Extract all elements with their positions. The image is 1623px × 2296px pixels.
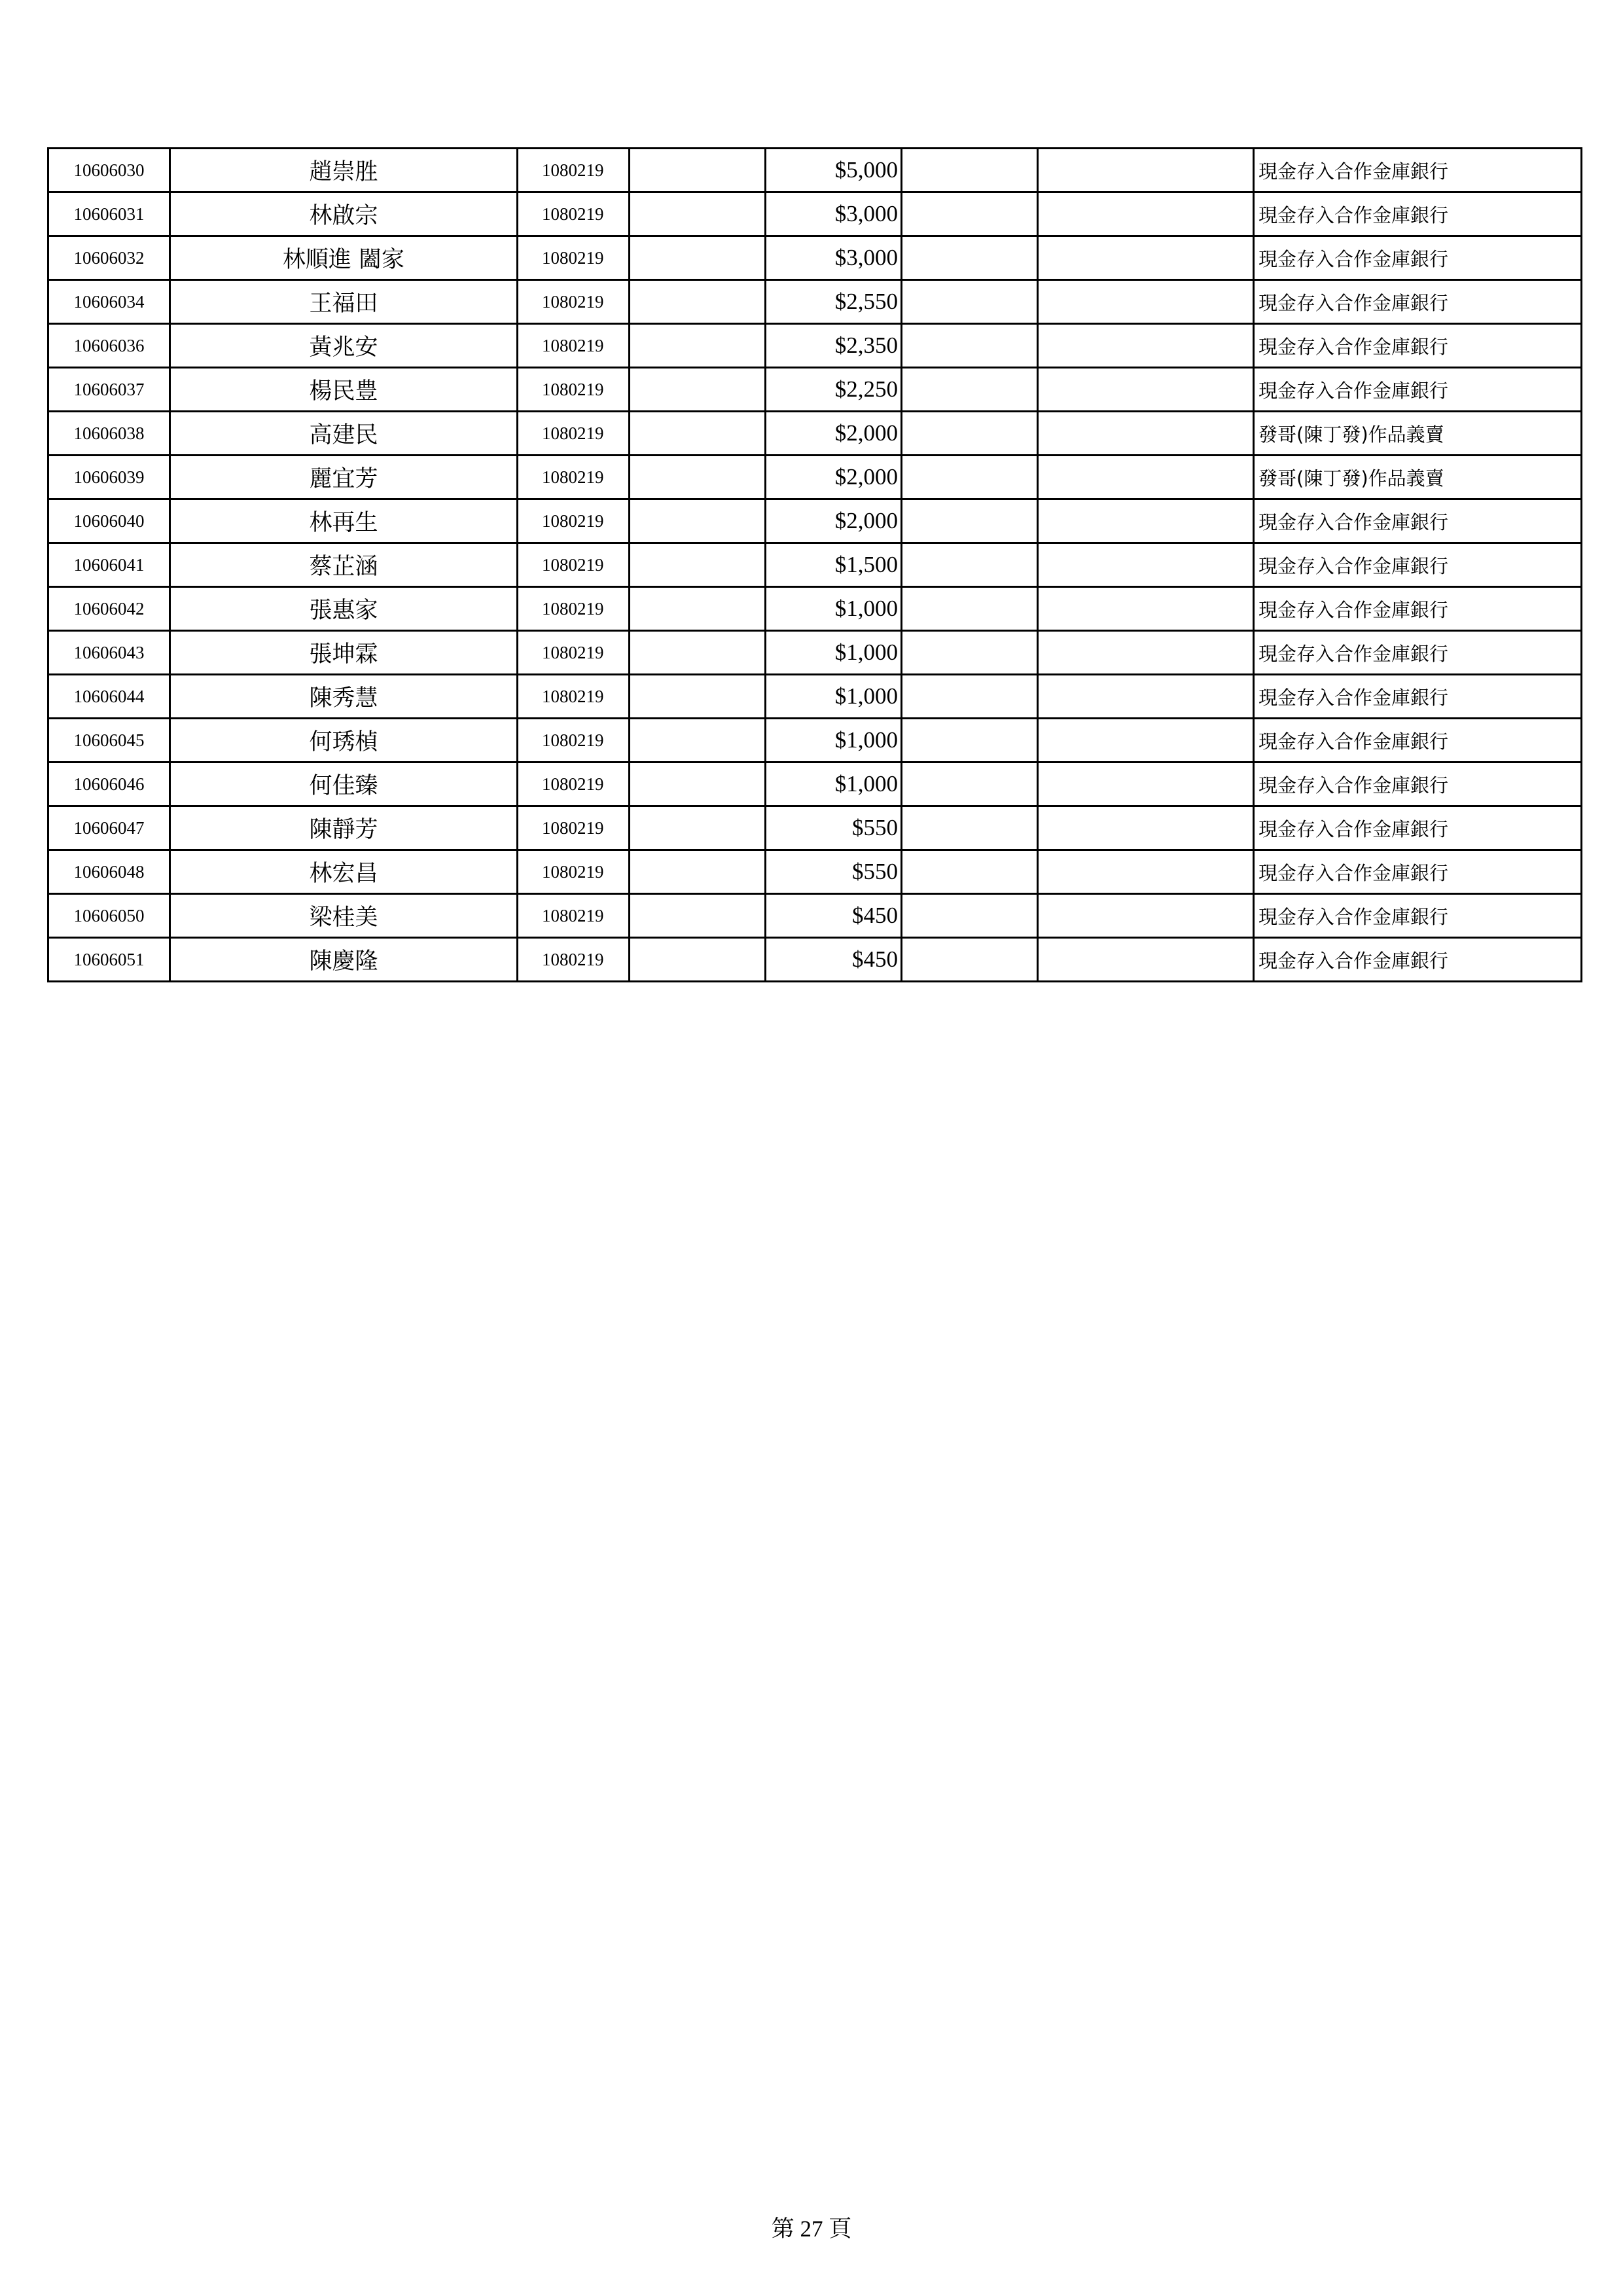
empty-cell: [1038, 850, 1254, 894]
donor-name-cell: 陳秀慧: [170, 675, 518, 719]
empty-cell: [902, 149, 1038, 192]
empty-cell: [902, 543, 1038, 587]
empty-cell: [1038, 543, 1254, 587]
empty-cell: [902, 631, 1038, 675]
donation-table-body: [48, 149, 1582, 982]
empty-cell: [1038, 456, 1254, 499]
amount-cell: $1,000: [766, 587, 902, 631]
receipt-id-cell: 10606039: [48, 456, 170, 499]
amount-cell: $2,250: [766, 368, 902, 412]
amount-cell: $5,000: [766, 149, 902, 192]
table-row: [48, 762, 1582, 806]
date-cell: 1080219: [518, 719, 630, 762]
table-row: [48, 806, 1582, 850]
donor-name-cell: 高建民: [170, 412, 518, 456]
amount-cell: $1,000: [766, 631, 902, 675]
table-row: [48, 412, 1582, 456]
date-cell: 1080219: [518, 587, 630, 631]
empty-cell: [902, 938, 1038, 982]
date-cell: 1080219: [518, 938, 630, 982]
note-cell: 現金存入合作金庫銀行: [1254, 938, 1582, 982]
table-row: [48, 719, 1582, 762]
donor-name-cell: 張坤霖: [170, 631, 518, 675]
empty-cell: [902, 587, 1038, 631]
date-cell: 1080219: [518, 324, 630, 368]
note-cell: 現金存入合作金庫銀行: [1254, 587, 1582, 631]
date-cell: 1080219: [518, 631, 630, 675]
note-cell: 現金存入合作金庫銀行: [1254, 806, 1582, 850]
empty-cell: [1038, 412, 1254, 456]
date-cell: 1080219: [518, 806, 630, 850]
empty-cell: [902, 762, 1038, 806]
empty-cell: [1038, 719, 1254, 762]
empty-cell: [1038, 675, 1254, 719]
amount-cell: $3,000: [766, 236, 902, 280]
empty-cell: [1038, 762, 1254, 806]
table-row: [48, 499, 1582, 543]
date-cell: 1080219: [518, 762, 630, 806]
date-cell: 1080219: [518, 236, 630, 280]
note-cell: 發哥(陳丁發)作品義賣: [1254, 456, 1582, 499]
empty-cell: [630, 719, 766, 762]
empty-cell: [1038, 324, 1254, 368]
note-cell: 現金存入合作金庫銀行: [1254, 280, 1582, 324]
table-row: [48, 894, 1582, 938]
table-row: [48, 587, 1582, 631]
receipt-id-cell: 10606043: [48, 631, 170, 675]
empty-cell: [902, 368, 1038, 412]
amount-cell: $1,000: [766, 675, 902, 719]
table-row: [48, 631, 1582, 675]
amount-cell: $450: [766, 938, 902, 982]
empty-cell: [902, 456, 1038, 499]
receipt-id-cell: 10606036: [48, 324, 170, 368]
empty-cell: [630, 675, 766, 719]
empty-cell: [1038, 236, 1254, 280]
table-row: [48, 192, 1582, 236]
empty-cell: [902, 806, 1038, 850]
donor-name-cell: 麗宜芳: [170, 456, 518, 499]
receipt-id-cell: 10606042: [48, 587, 170, 631]
empty-cell: [902, 719, 1038, 762]
receipt-id-cell: 10606050: [48, 894, 170, 938]
receipt-id-cell: 10606037: [48, 368, 170, 412]
note-cell: 現金存入合作金庫銀行: [1254, 236, 1582, 280]
receipt-id-cell: 10606047: [48, 806, 170, 850]
receipt-id-cell: 10606038: [48, 412, 170, 456]
table-row: [48, 280, 1582, 324]
empty-cell: [1038, 192, 1254, 236]
empty-cell: [1038, 149, 1254, 192]
receipt-id-cell: 10606040: [48, 499, 170, 543]
donation-table: [47, 147, 1582, 982]
note-cell: 現金存入合作金庫銀行: [1254, 894, 1582, 938]
note-cell: 現金存入合作金庫銀行: [1254, 149, 1582, 192]
date-cell: 1080219: [518, 192, 630, 236]
date-cell: 1080219: [518, 149, 630, 192]
empty-cell: [902, 236, 1038, 280]
table-row: [48, 675, 1582, 719]
date-cell: 1080219: [518, 894, 630, 938]
amount-cell: $2,000: [766, 412, 902, 456]
empty-cell: [1038, 938, 1254, 982]
date-cell: 1080219: [518, 368, 630, 412]
empty-cell: [902, 280, 1038, 324]
empty-cell: [902, 499, 1038, 543]
empty-cell: [630, 192, 766, 236]
empty-cell: [630, 762, 766, 806]
note-cell: 現金存入合作金庫銀行: [1254, 543, 1582, 587]
donor-name-cell: 蔡芷涵: [170, 543, 518, 587]
donor-name-cell: 林順進 闔家: [170, 236, 518, 280]
receipt-id-cell: 10606048: [48, 850, 170, 894]
empty-cell: [630, 368, 766, 412]
empty-cell: [902, 894, 1038, 938]
note-cell: 現金存入合作金庫銀行: [1254, 850, 1582, 894]
amount-cell: $1,000: [766, 762, 902, 806]
amount-cell: $550: [766, 850, 902, 894]
empty-cell: [630, 412, 766, 456]
date-cell: 1080219: [518, 280, 630, 324]
note-cell: 現金存入合作金庫銀行: [1254, 324, 1582, 368]
table-row: [48, 149, 1582, 192]
donor-name-cell: 林啟宗: [170, 192, 518, 236]
empty-cell: [902, 675, 1038, 719]
note-cell: 現金存入合作金庫銀行: [1254, 631, 1582, 675]
receipt-id-cell: 10606034: [48, 280, 170, 324]
amount-cell: $1,000: [766, 719, 902, 762]
receipt-id-cell: 10606041: [48, 543, 170, 587]
donor-name-cell: 何佳臻: [170, 762, 518, 806]
receipt-id-cell: 10606030: [48, 149, 170, 192]
empty-cell: [630, 324, 766, 368]
donor-name-cell: 張惠家: [170, 587, 518, 631]
donor-name-cell: 楊民豊: [170, 368, 518, 412]
amount-cell: $450: [766, 894, 902, 938]
amount-cell: $3,000: [766, 192, 902, 236]
receipt-id-cell: 10606032: [48, 236, 170, 280]
empty-cell: [630, 543, 766, 587]
donor-name-cell: 林再生: [170, 499, 518, 543]
empty-cell: [902, 192, 1038, 236]
table-row: [48, 850, 1582, 894]
empty-cell: [630, 587, 766, 631]
page-number: 第 27 頁: [771, 2216, 852, 2242]
donor-name-cell: 王福田: [170, 280, 518, 324]
amount-cell: $2,550: [766, 280, 902, 324]
empty-cell: [630, 499, 766, 543]
empty-cell: [902, 324, 1038, 368]
donor-name-cell: 黃兆安: [170, 324, 518, 368]
note-cell: 現金存入合作金庫銀行: [1254, 762, 1582, 806]
donor-name-cell: 陳靜芳: [170, 806, 518, 850]
receipt-id-cell: 10606051: [48, 938, 170, 982]
note-cell: 現金存入合作金庫銀行: [1254, 499, 1582, 543]
date-cell: 1080219: [518, 456, 630, 499]
amount-cell: $2,000: [766, 499, 902, 543]
table-row: [48, 456, 1582, 499]
note-cell: 現金存入合作金庫銀行: [1254, 675, 1582, 719]
empty-cell: [630, 850, 766, 894]
donor-name-cell: 陳慶隆: [170, 938, 518, 982]
donor-name-cell: 趙崇胜: [170, 149, 518, 192]
donor-name-cell: 何琇楨: [170, 719, 518, 762]
note-cell: 現金存入合作金庫銀行: [1254, 192, 1582, 236]
table-row: [48, 324, 1582, 368]
amount-cell: $2,350: [766, 324, 902, 368]
empty-cell: [902, 850, 1038, 894]
donor-name-cell: 梁桂美: [170, 894, 518, 938]
empty-cell: [630, 631, 766, 675]
empty-cell: [630, 894, 766, 938]
date-cell: 1080219: [518, 675, 630, 719]
date-cell: 1080219: [518, 543, 630, 587]
receipt-id-cell: 10606031: [48, 192, 170, 236]
receipt-id-cell: 10606046: [48, 762, 170, 806]
amount-cell: $2,000: [766, 456, 902, 499]
receipt-id-cell: 10606045: [48, 719, 170, 762]
empty-cell: [630, 806, 766, 850]
date-cell: 1080219: [518, 499, 630, 543]
amount-cell: $550: [766, 806, 902, 850]
table-row: [48, 938, 1582, 982]
empty-cell: [1038, 368, 1254, 412]
empty-cell: [902, 412, 1038, 456]
table-row: [48, 543, 1582, 587]
table-row: [48, 236, 1582, 280]
amount-cell: $1,500: [766, 543, 902, 587]
empty-cell: [630, 149, 766, 192]
note-cell: 現金存入合作金庫銀行: [1254, 719, 1582, 762]
date-cell: 1080219: [518, 850, 630, 894]
note-cell: 現金存入合作金庫銀行: [1254, 368, 1582, 412]
empty-cell: [1038, 587, 1254, 631]
empty-cell: [1038, 280, 1254, 324]
date-cell: 1080219: [518, 412, 630, 456]
empty-cell: [630, 280, 766, 324]
empty-cell: [630, 236, 766, 280]
empty-cell: [1038, 499, 1254, 543]
note-cell: 發哥(陳丁發)作品義賣: [1254, 412, 1582, 456]
empty-cell: [630, 456, 766, 499]
empty-cell: [630, 938, 766, 982]
receipt-id-cell: 10606044: [48, 675, 170, 719]
empty-cell: [1038, 631, 1254, 675]
empty-cell: [1038, 806, 1254, 850]
empty-cell: [1038, 894, 1254, 938]
table-row: [48, 368, 1582, 412]
donor-name-cell: 林宏昌: [170, 850, 518, 894]
